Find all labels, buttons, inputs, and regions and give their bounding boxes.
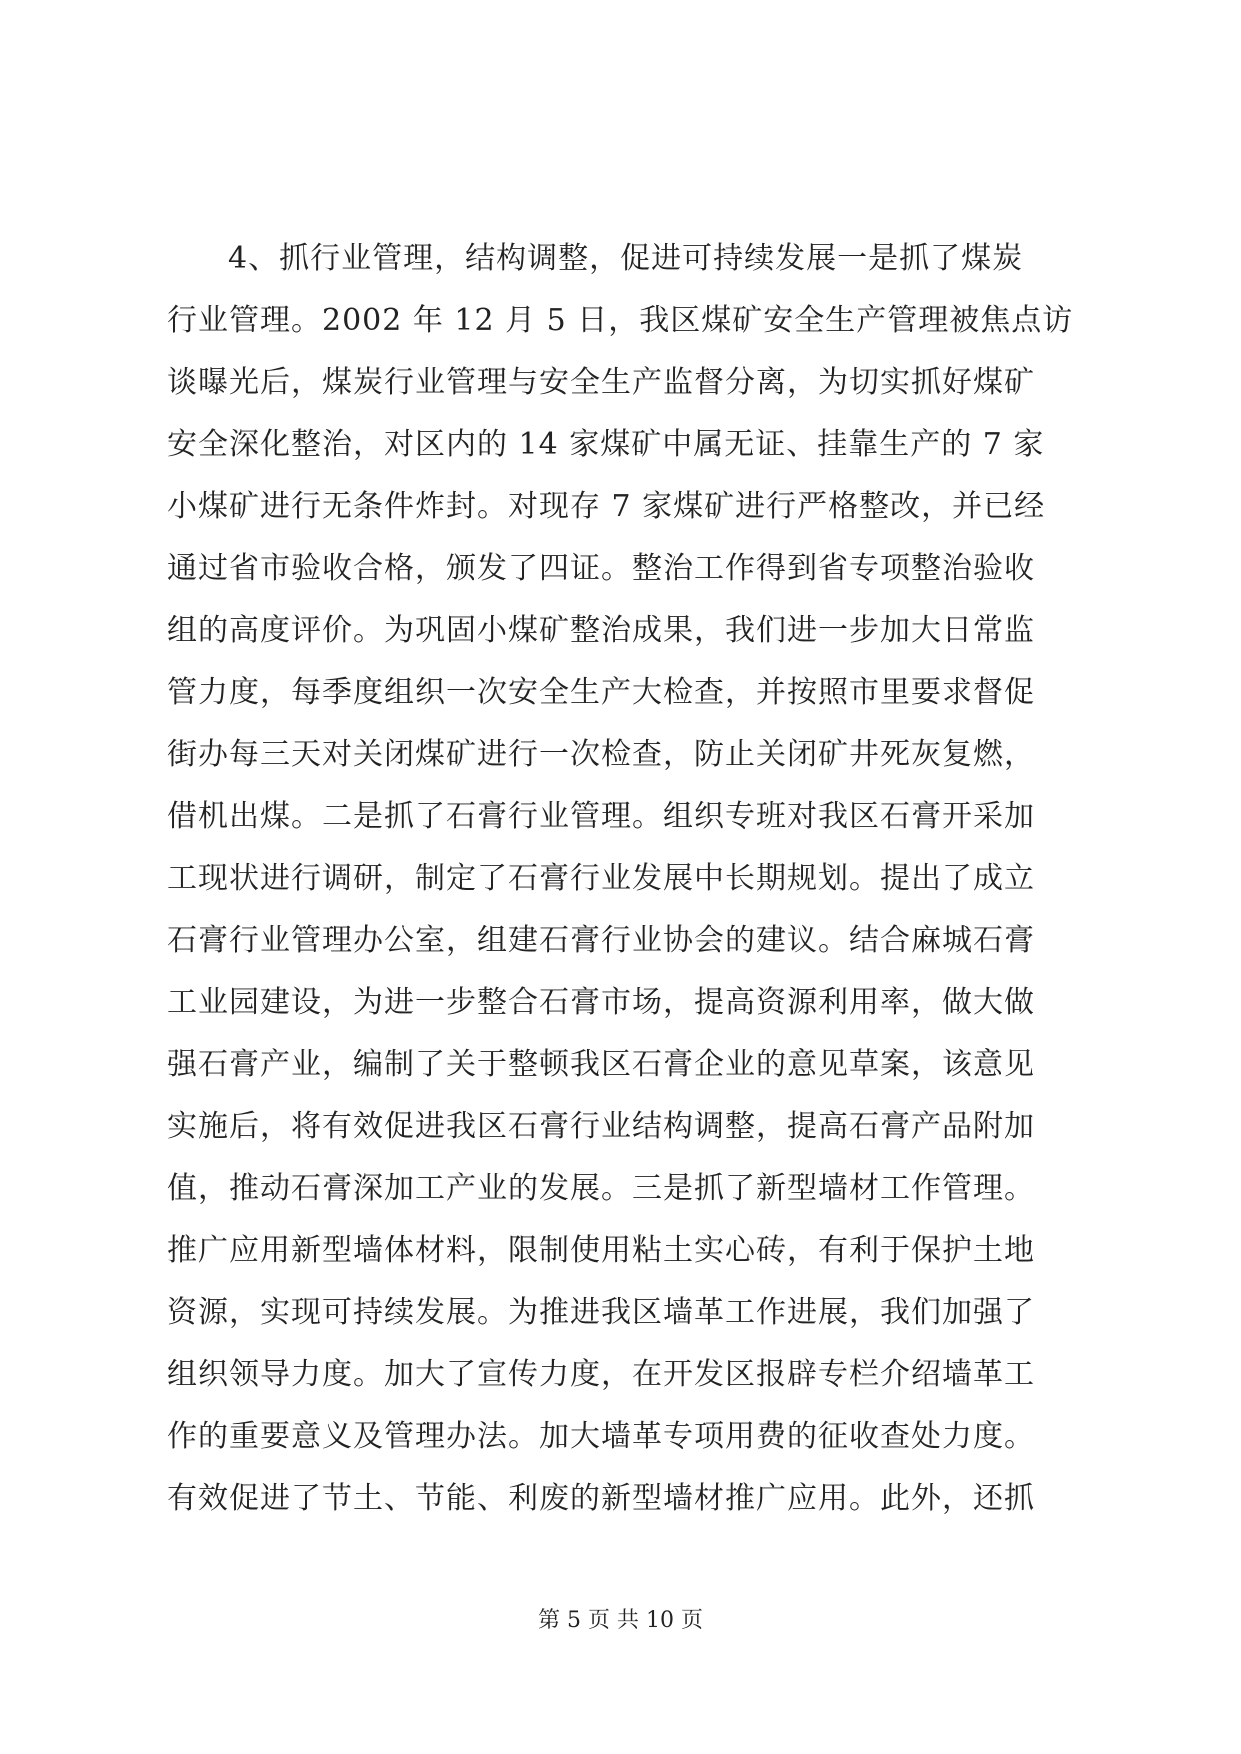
text-line: 资源，实现可持续发展。为推进我区墙革工作进展，我们加强了: [167, 1295, 1035, 1330]
text-line: 借机出煤。二是抓了石膏行业管理。组织专班对我区石膏开采加: [167, 799, 1035, 834]
body-paragraph: [167, 228, 1077, 1530]
text-line: 管力度，每季度组织一次安全生产大检查，并按照市里要求督促: [167, 675, 1035, 710]
text-line: 通过省市验收合格，颁发了四证。整治工作得到省专项整治验收: [167, 551, 1035, 586]
text-line: 行业管理。2002 年 12 月 5 日，我区煤矿安全生产管理被焦点访: [167, 303, 1074, 338]
text-line: 工业园建设，为进一步整合石膏市场，提高资源利用率，做大做: [167, 985, 1035, 1020]
text-line: 4、抓行业管理，结构调整，促进可持续发展一是抓了煤炭: [228, 241, 1024, 276]
page-number-label: 第 5 页 共 10 页: [538, 1608, 703, 1633]
text-line: 作的重要意义及管理办法。加大墙革专项用费的征收查处力度。: [167, 1419, 1035, 1454]
text-line: 小煤矿进行无条件炸封。对现存 7 家煤矿进行严格整改，并已经: [167, 489, 1046, 524]
text-line: 值，推动石膏深加工产业的发展。三是抓了新型墙材工作管理。: [167, 1171, 1035, 1206]
text-line: 推广应用新型墙体材料，限制使用粘土实心砖，有利于保护土地: [167, 1233, 1035, 1268]
text-line: 安全深化整治，对区内的 14 家煤矿中属无证、挂靠生产的 7 家: [167, 427, 1045, 462]
text-line: 强石膏产业，编制了关于整顿我区石膏企业的意见草案，该意见: [167, 1047, 1035, 1082]
text-line: 工现状进行调研，制定了石膏行业发展中长期规划。提出了成立: [167, 861, 1035, 896]
text-line: 石膏行业管理办公室，组建石膏行业协会的建议。结合麻城石膏: [167, 923, 1035, 958]
text-line: 实施后，将有效促进我区石膏行业结构调整，提高石膏产品附加: [167, 1109, 1035, 1144]
text-line: 组织领导力度。加大了宣传力度，在开发区报辟专栏介绍墙革工: [167, 1357, 1035, 1392]
page-footer: [0, 1606, 1241, 1636]
text-line: 谈曝光后，煤炭行业管理与安全生产监督分离，为切实抓好煤矿: [167, 365, 1035, 400]
text-line: 有效促进了节土、节能、利废的新型墙材推广应用。此外，还抓: [167, 1481, 1035, 1516]
text-line: 街办每三天对关闭煤矿进行一次检查，防止关闭矿井死灰复燃，: [167, 737, 1035, 772]
text-line: 组的高度评价。为巩固小煤矿整治成果，我们进一步加大日常监: [167, 613, 1035, 648]
